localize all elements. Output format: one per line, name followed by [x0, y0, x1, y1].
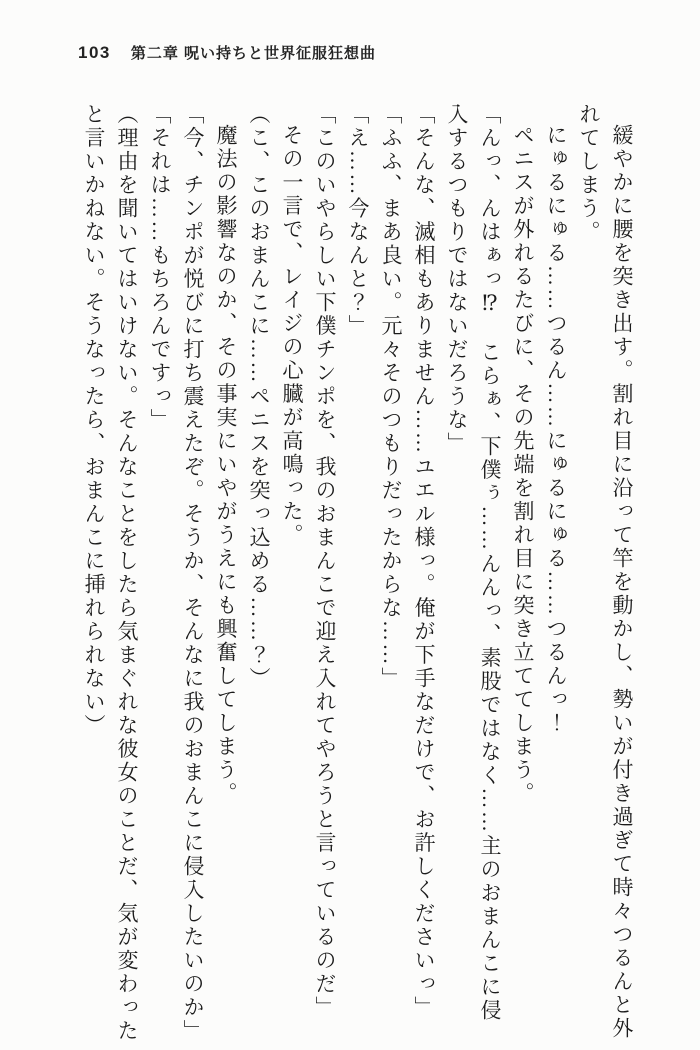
- text-line: （理由を聞いてはいけない。そんなことをしたら気まぐれな彼女のことだ、気が変わった: [115, 103, 139, 1043]
- text-line: 「そんな、滅相もありません……ユエル様っ。俺が下手なだけで、お許しくださいっ」: [412, 103, 436, 1020]
- text-line: 「んっ、んはぁっ⁉ こらぁ、下僕ぅ……んんっ、素股ではなく……主のおまんこに侵: [478, 103, 502, 1023]
- text-line: 緩やかに腰を突き出す。割れ目に沿って竿を動かし、勢いが付き過ぎて時々つるんと外: [610, 124, 634, 1041]
- page-number: 103: [78, 43, 111, 62]
- text-line: にゅるにゅる……つるん……にゅるにゅる……つるんっ！: [544, 124, 568, 735]
- text-line: 「それは……もちろんですっ」: [148, 103, 172, 432]
- text-line: ペニスが外れるたびに、その先端を割れ目に突き立ててしまう。: [511, 124, 535, 806]
- text-line: 魔法の影響なのか、その事実にいやがうえにも興奮してしまう。: [214, 124, 238, 806]
- text-line: と言いかねない。そうなったら、おまんこに挿れられない）: [82, 103, 106, 738]
- text-line: 「ふふ、まあ良い。元々そのつもりだったからな……」: [379, 103, 403, 691]
- text-line: れてしまう。: [577, 103, 601, 244]
- chapter-title: 第二章 呪い持ちと世界征服狂想曲: [130, 45, 377, 62]
- text-line: 「え……今なんと？」: [346, 103, 370, 338]
- text-line: その一言で、レイジの心臓が高鳴った。: [280, 124, 304, 547]
- running-header: [78, 42, 376, 63]
- text-line: 「このいやらしい下僕チンポを、我のおまんこで迎え入れてやろうと言っているのだ」: [313, 103, 337, 1020]
- text-line: 「今、チンポが悦びに打ち震えたぞ。そうか、そんなに我のおまんこに侵入したいのか」: [181, 103, 205, 1043]
- text-line: 入するつもりではないだろうな」: [445, 103, 469, 456]
- text-line: （こ、このおまんこに……ペニスを突っ込める……？）: [247, 103, 271, 691]
- body-text: [77, 103, 638, 1043]
